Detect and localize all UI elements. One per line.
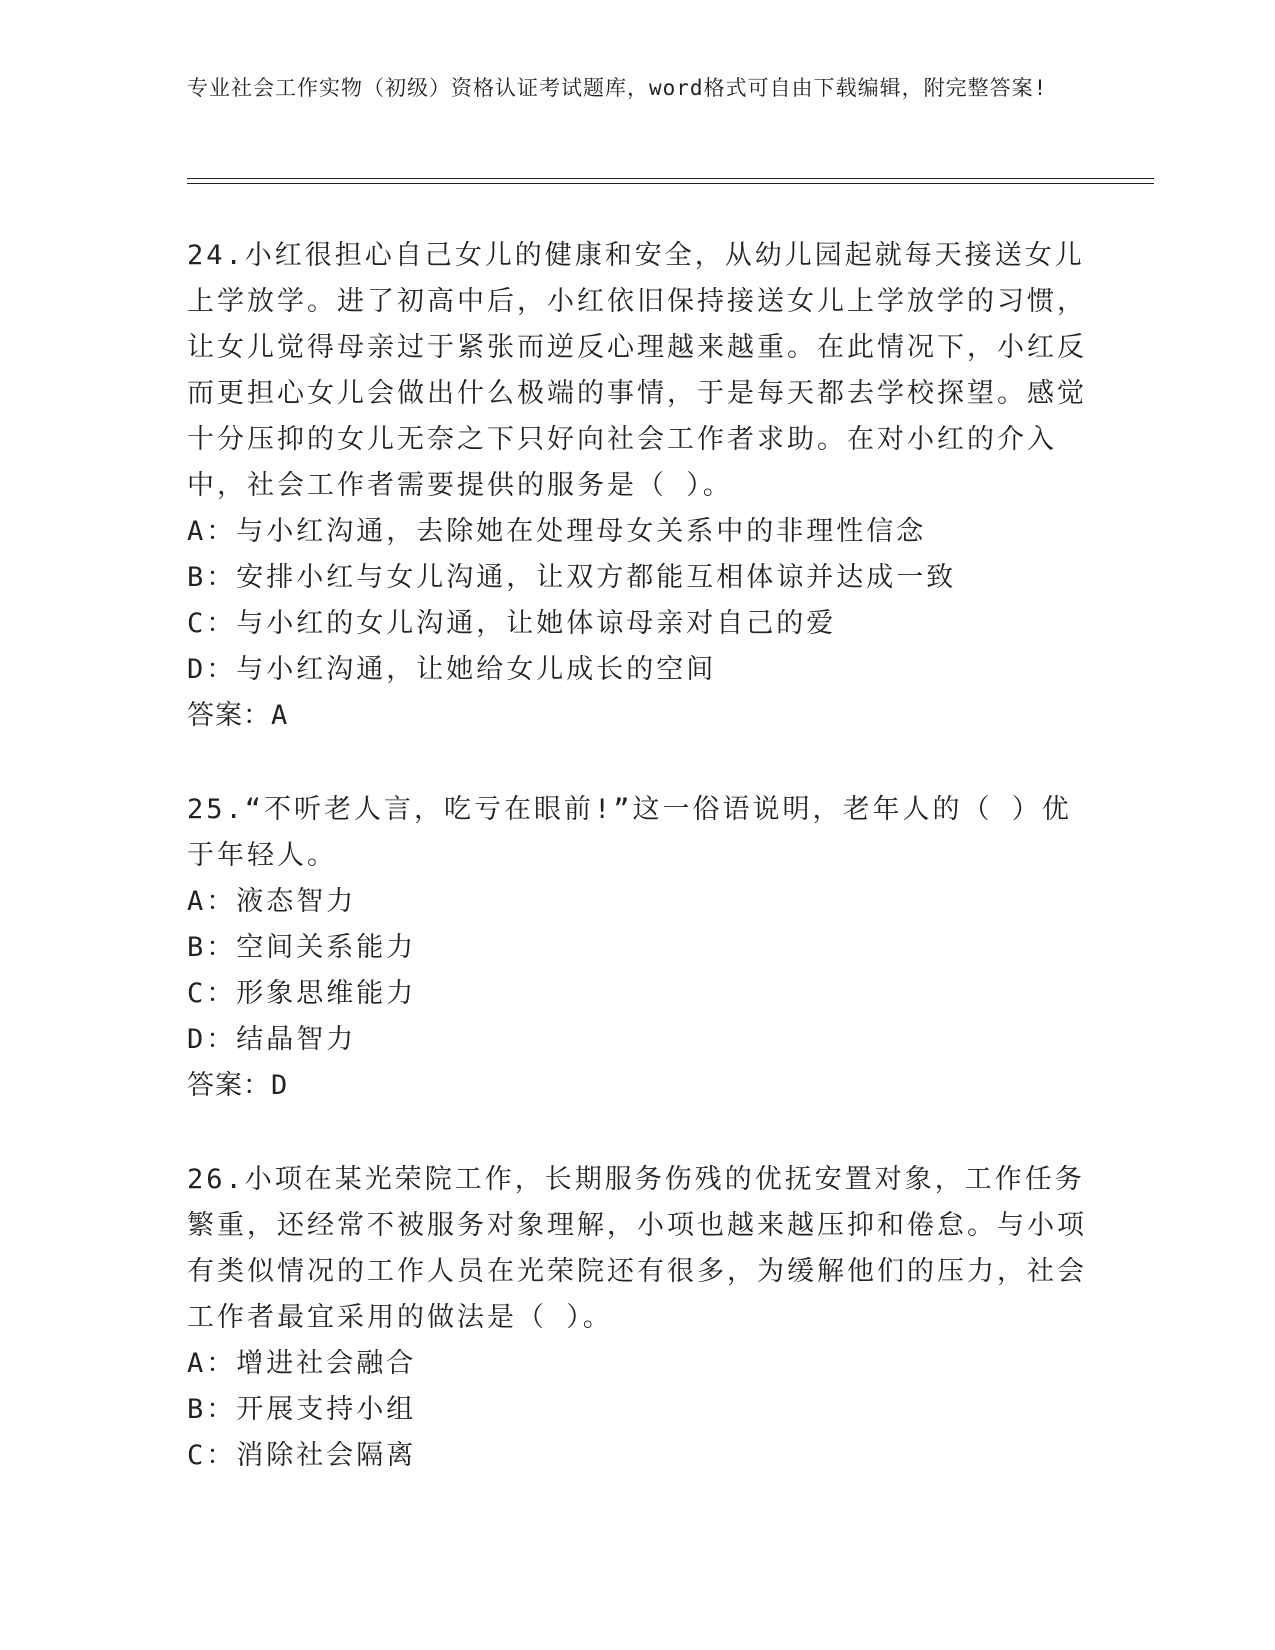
option-c: C：消除社会隔离 bbox=[187, 1440, 417, 1471]
option-c: C：与小红的女儿沟通，让她体谅母亲对自己的爱 bbox=[187, 608, 837, 639]
option-b: B：开展支持小组 bbox=[187, 1394, 417, 1425]
question-stem: 26.小项在某光荣院工作，长期服务伤残的优抚安置对象，工作任务繁重，还经常不被服务对象理解，小项也越来越压抑和倦怠。与小项有类似情况的工作人员在光荣院还有很多，为缓解他们的压力，社会工作者最宜采用的做法是（ ）。 bbox=[187, 1164, 1087, 1333]
option-b: B：空间关系能力 bbox=[187, 932, 417, 963]
question-26 bbox=[187, 1157, 1087, 1479]
option-a: A：增进社会融合 bbox=[187, 1348, 417, 1379]
header-rule-top bbox=[187, 178, 1154, 179]
header-rule-bottom bbox=[187, 183, 1154, 184]
option-d: D：与小红沟通，让她给女儿成长的空间 bbox=[187, 654, 717, 685]
option-d: D：结晶智力 bbox=[187, 1024, 357, 1055]
option-a: A：与小红沟通，去除她在处理母女关系中的非理性信念 bbox=[187, 516, 927, 547]
option-c: C：形象思维能力 bbox=[187, 978, 417, 1009]
document-header: 专业社会工作实物（初级）资格认证考试题库，word格式可自由下载编辑，附完整答案! bbox=[187, 76, 1048, 100]
question-stem: 24.小红很担心自己女儿的健康和安全，从幼儿园起就每天接送女儿上学放学。进了初高中后，小红依旧保持接送女儿上学放学的习惯，让女儿觉得母亲过于紧张而逆反心理越来越重。在此情况下，小红反而更担心女儿会做出什么极端的事情，于是每天都去学校探望。感觉十分压抑的女儿无奈之下只好向社会工作者求助。在对小红的介入中，社会工作者需要提供的服务是（ ）。 bbox=[187, 240, 1087, 501]
answer-line: 答案：D bbox=[187, 1070, 289, 1101]
option-a: A：液态智力 bbox=[187, 886, 357, 917]
answer-line: 答案：A bbox=[187, 700, 289, 731]
question-stem: 25.“不听老人言，吃亏在眼前!”这一俗语说明，老年人的（ ）优于年轻人。 bbox=[187, 794, 1072, 871]
question-list bbox=[187, 233, 1087, 1527]
option-b: B：安排小红与女儿沟通，让双方都能互相体谅并达成一致 bbox=[187, 562, 957, 593]
question-24 bbox=[187, 233, 1087, 739]
question-25 bbox=[187, 787, 1087, 1109]
